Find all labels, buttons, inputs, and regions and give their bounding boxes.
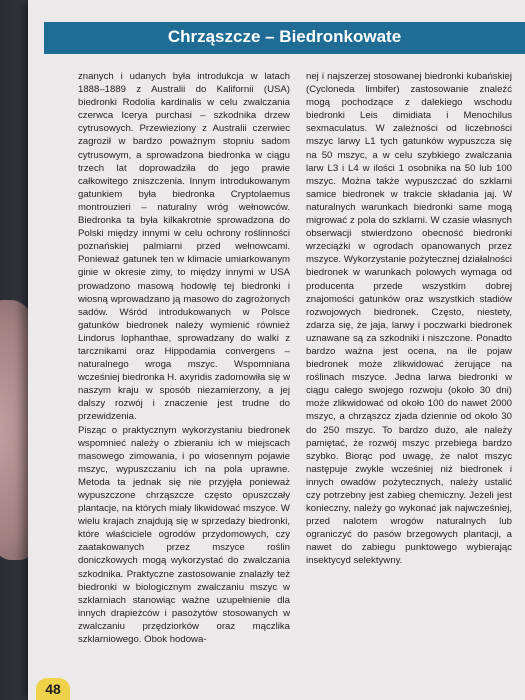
right-column: [306, 70, 512, 568]
paragraph: Pisząc o praktycznym wykorzystaniu biedronek wspomnieć należy o zbieraniu ich w miejscach masowego zimowania, i po wiosennym pojawie mszyc, wypuszczaniu ich na pola uprawne. Metoda ta jednak się nie przyjęła ponieważ wypuszczone chrząszcze często opuszczały plantacje, na których miały likwidować mszyce. W wielu krajach znajdują się w sprzedaży biedronki, które właściciele ogrodów przydomowych, czy zaatakowanych przez mszyce roślin doniczkowych mogą wykorzystać do zwalczania szkodnika. Praktyczne zastosowanie znalazły też biedronki w biologicznym zwalczaniu mszyc w szklarniach stanowiąc ważne uzupełnienie dla innych drapieżców i pasożytów stosowanych w zwalczaniu przędziorków oraz mączlika szklarniowego. Obok hodowa-: [78, 424, 290, 646]
page-number: 48: [36, 678, 70, 700]
paragraph: nej i najszerzej stosowanej biedronki kubańskiej (Cycloneda limbifer) zastosowanie znaleźć mogą pochodzące z dalekiego wschodu biedronki Leis dimidiata i Menochilus sexmaculatus. W zależności od liczebności mszyc larwy L1 tych gatunków wypuszcza się na 50 mszyc, a w celu szybkiego zwalczania larw L3 i L4 w ilości 1 osobnika na 50 lub 100 mszyc. Można także wypuszczać do szklarni samice biedronek w trakcie składania jaj. W naturalnych warunkach biedronki same mogą migrować z pola do szklarni. W czasie własnych obserwacji stwierdzono obecność biedronki wrzeciążki w ogrodach opanowanych przez mszyce. Wykorzystanie pożytecznej działalności biedronek w warunkach polowych wymaga od producenta przede wszystkim dobrej znajomości gatunków oraz wszystkich stadiów rozwojowych biedronek. Często, niestety, zdarza się, że jaja, larwy i poczwarki biedronek uznawane są za szkodniki i niszczone. Ponadto bardzo ważna jest ocena, na ile pojaw biedronek może zlikwidować żerujące na roślinach mszyce. Jedna larwa biedronki w ciągu całego swojego rozwoju (około 30 dni) może zlikwidować od około 100 do nawet 2000 mszyc, a chrząszcz zjada dziennie od około 30 do 250 mszyc. To bardzo dużo, ale należy pamiętać, że rozwój mszyc przebiega bardzo szybko. Biorąc pod uwagę, że nalot mszyc następuje zwykle wcześniej niż biedronek i innych owadów pożytecznych, należy ustalić czy potrzebny jest zabieg chemiczny. Jeżeli jest konieczny, należy go wykonać jak najwcześniej, przed nalotem wrogów naturalnych lub ograniczyć do pasów brzegowych plantacji, a nawet do zabiegu punktowego wybierając insektycyd selektywny.: [306, 71, 512, 567]
chapter-header: [44, 22, 525, 54]
chapter-title: Chrząszcze – Biedronkowate: [167, 27, 402, 46]
left-column: [78, 70, 290, 646]
paragraph: znanych i udanych była introdukcja w latach 1888–1889 z Australii do Kalifornii (USA) biedronki Rodolia kardinalis w celu zwalczania czerwca Icerya purchasi – szkodnika drzew cytrusowych. Przewieziony z Australii czerwiec zagroził w bardzo poważnym stopniu sadom cytrusowym, a sprowadzona biedronka w ciągu trzech lat doprowadziła do jego prawie całkowitego zniszczenia. Innym introdukowanym gatunkiem była biedronka Cryptolaemus montrouzieri – naturalny wróg wełnowców. Biedronka ta była kilkakrotnie sprowadzona do Polski między innymi w celu ochrony roślinności poznańskiej palmiarni przed wełnowcami. Ponieważ gatunek ten w klimacie umiarkowanym ginie w okresie zimy, to między innymi w USA prowadzono masową hodowlę tej biedronki i wiosną wprowadzano ją masowo do zagrożonych sadów. Wśród introdukowanych w Polsce gatunków biedronek należy wymienić również Lindorus lophanthae, sprowadzany do walki z tarcznikami oraz Hippodamia convergens – naturalnego wroga mszyc. Wspomniana wcześniej biedronka H. axyridis zadomowiła się w naszym kraju w sposób niezamierzony, a jej dalszy rozwój i znaczenie jest trudne do przewidzenia.: [78, 71, 290, 423]
